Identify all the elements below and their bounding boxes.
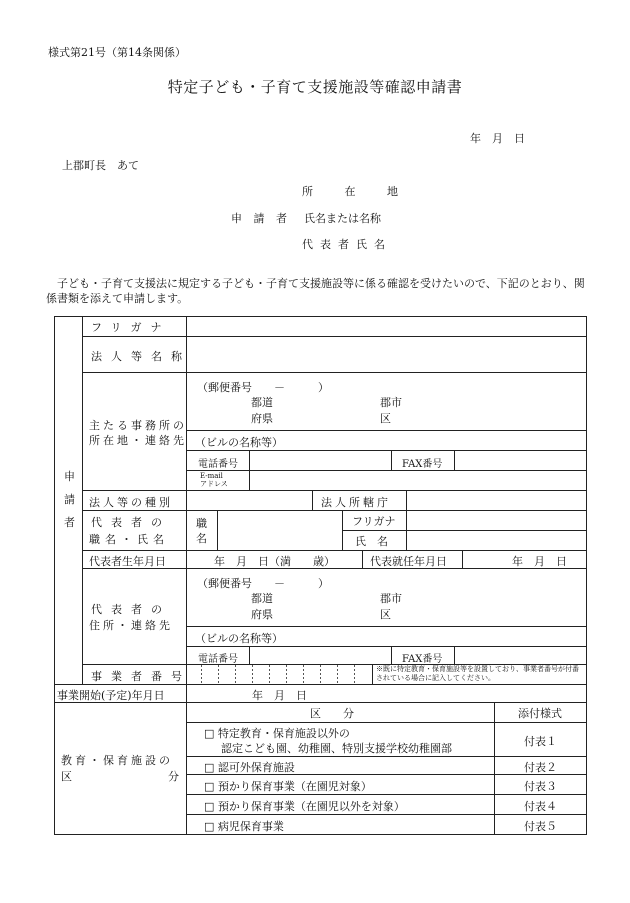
rep-fax-label: FAX番号 [402,654,443,665]
corp-type-label: 法人等の種別 [89,496,173,509]
rep-fuken: 府県 [251,608,273,621]
rep-label-1: 代表者の [91,516,171,529]
facility-row-1-label-2: 認定こども園、幼稚園、特別支援学校幼稚園部 [221,742,452,755]
applicant-label: 申 請 者 [231,212,291,225]
office-todo: 都道 [251,396,273,409]
office-ku: 区 [380,412,391,425]
corp-name-label: 法人等名称 [91,350,191,363]
start-date-label: 事業開始(予定)年月日 [57,689,165,702]
corp-authority-label: 法人所轄庁 [321,496,391,509]
rep-birth-label: 代表者生年月日 [89,555,166,568]
facility-row-5-label: □ 病児保育事業 [204,820,284,833]
body-text: 子ども・子育て支援法に規定する子ども・子育て支援施設等に係る確認を受けたいので、下記のとおり、関係書類を添えて申請します。 [46,277,585,305]
applicant-address-label: 所 在 地 [302,185,412,198]
facility-row-3-attach: 付表３ [524,780,557,793]
applicant-side-label: 申請者 [64,470,75,529]
rep-furigana-label: フリガナ [352,515,396,528]
start-date-value: 年 月 日 [252,689,307,702]
rep-phone-label: 電話番号 [198,654,238,665]
facility-row-2-attach: 付表２ [524,761,557,774]
application-date: 年 月 日 [470,132,525,145]
rep-addr-label-1: 代表者の [91,603,171,616]
rep-birth-value: 年 月 日（満 歳） [214,555,335,568]
document-title: 特定子ども・子育て支援施設等確認申請書 [167,78,463,96]
rep-todo: 都道 [251,592,273,605]
office-gunshi: 郡市 [380,396,402,409]
rep-addr-label-2: 住所・連絡先 [89,619,173,632]
office-building: （ビルの名称等） [195,436,283,449]
facility-row-1-attach: 付表１ [524,735,557,748]
rep-term-value: 年 月 日 [512,555,567,568]
office-email-label-1: E-mail [200,472,223,480]
facility-row-4-attach: 付表４ [524,800,557,813]
office-email-label-2: アドレス [200,480,228,488]
facility-row-4-label: □ 預かり保育事業（在園児以外を対象） [204,800,405,813]
applicant-name-label: 氏名または名称 [304,212,381,225]
facility-row-1-label: □ 特定教育・保育施設以外の [204,727,350,740]
rep-ku: 区 [380,608,391,621]
facility-label-2: 区 分 [61,770,179,783]
applicant-representative-label: 代表者氏名 [302,238,392,251]
category-header: 区 分 [310,707,354,720]
form-number: 様式第21号（第14条関係） [48,46,186,59]
rep-term-label: 代表就任年月日 [370,555,447,568]
rep-label-2: 職名・氏名 [89,533,169,546]
attach-header: 添付様式 [518,707,562,720]
facility-row-2-label: □ 認可外保育施設 [204,761,295,774]
furigana-label: フリガナ [91,321,171,334]
business-number-note: ※既に特定教育・保育施設等を設置しており、事業者番号が付番されている場合に記入してください。 [376,665,579,682]
rep-gunshi: 郡市 [380,592,402,605]
facility-row-3-label: □ 預かり保育事業（在園児対象） [204,780,372,793]
rep-position-label-2: 名 [196,532,207,545]
business-number-label: 事業者番号 [91,670,191,683]
rep-position-label-1: 職 [196,517,207,530]
office-phone-label: 電話番号 [198,459,238,470]
addressee: 上郡町長 あて [62,159,139,172]
office-fuken: 府県 [251,412,273,425]
office-postal: （郵便番号 － ） [197,381,329,394]
rep-name-label: 氏 名 [355,535,388,548]
office-label-2: 所在地・連絡先 [89,434,187,447]
rep-building: （ビルの名称等） [195,632,283,645]
rep-postal: （郵便番号 － ） [197,577,329,590]
office-label-1: 主たる事務所の [89,419,187,432]
facility-label-1: 教育・保育施設の [61,754,173,767]
office-fax-label: FAX番号 [402,459,443,470]
facility-row-5-attach: 付表５ [524,820,557,833]
